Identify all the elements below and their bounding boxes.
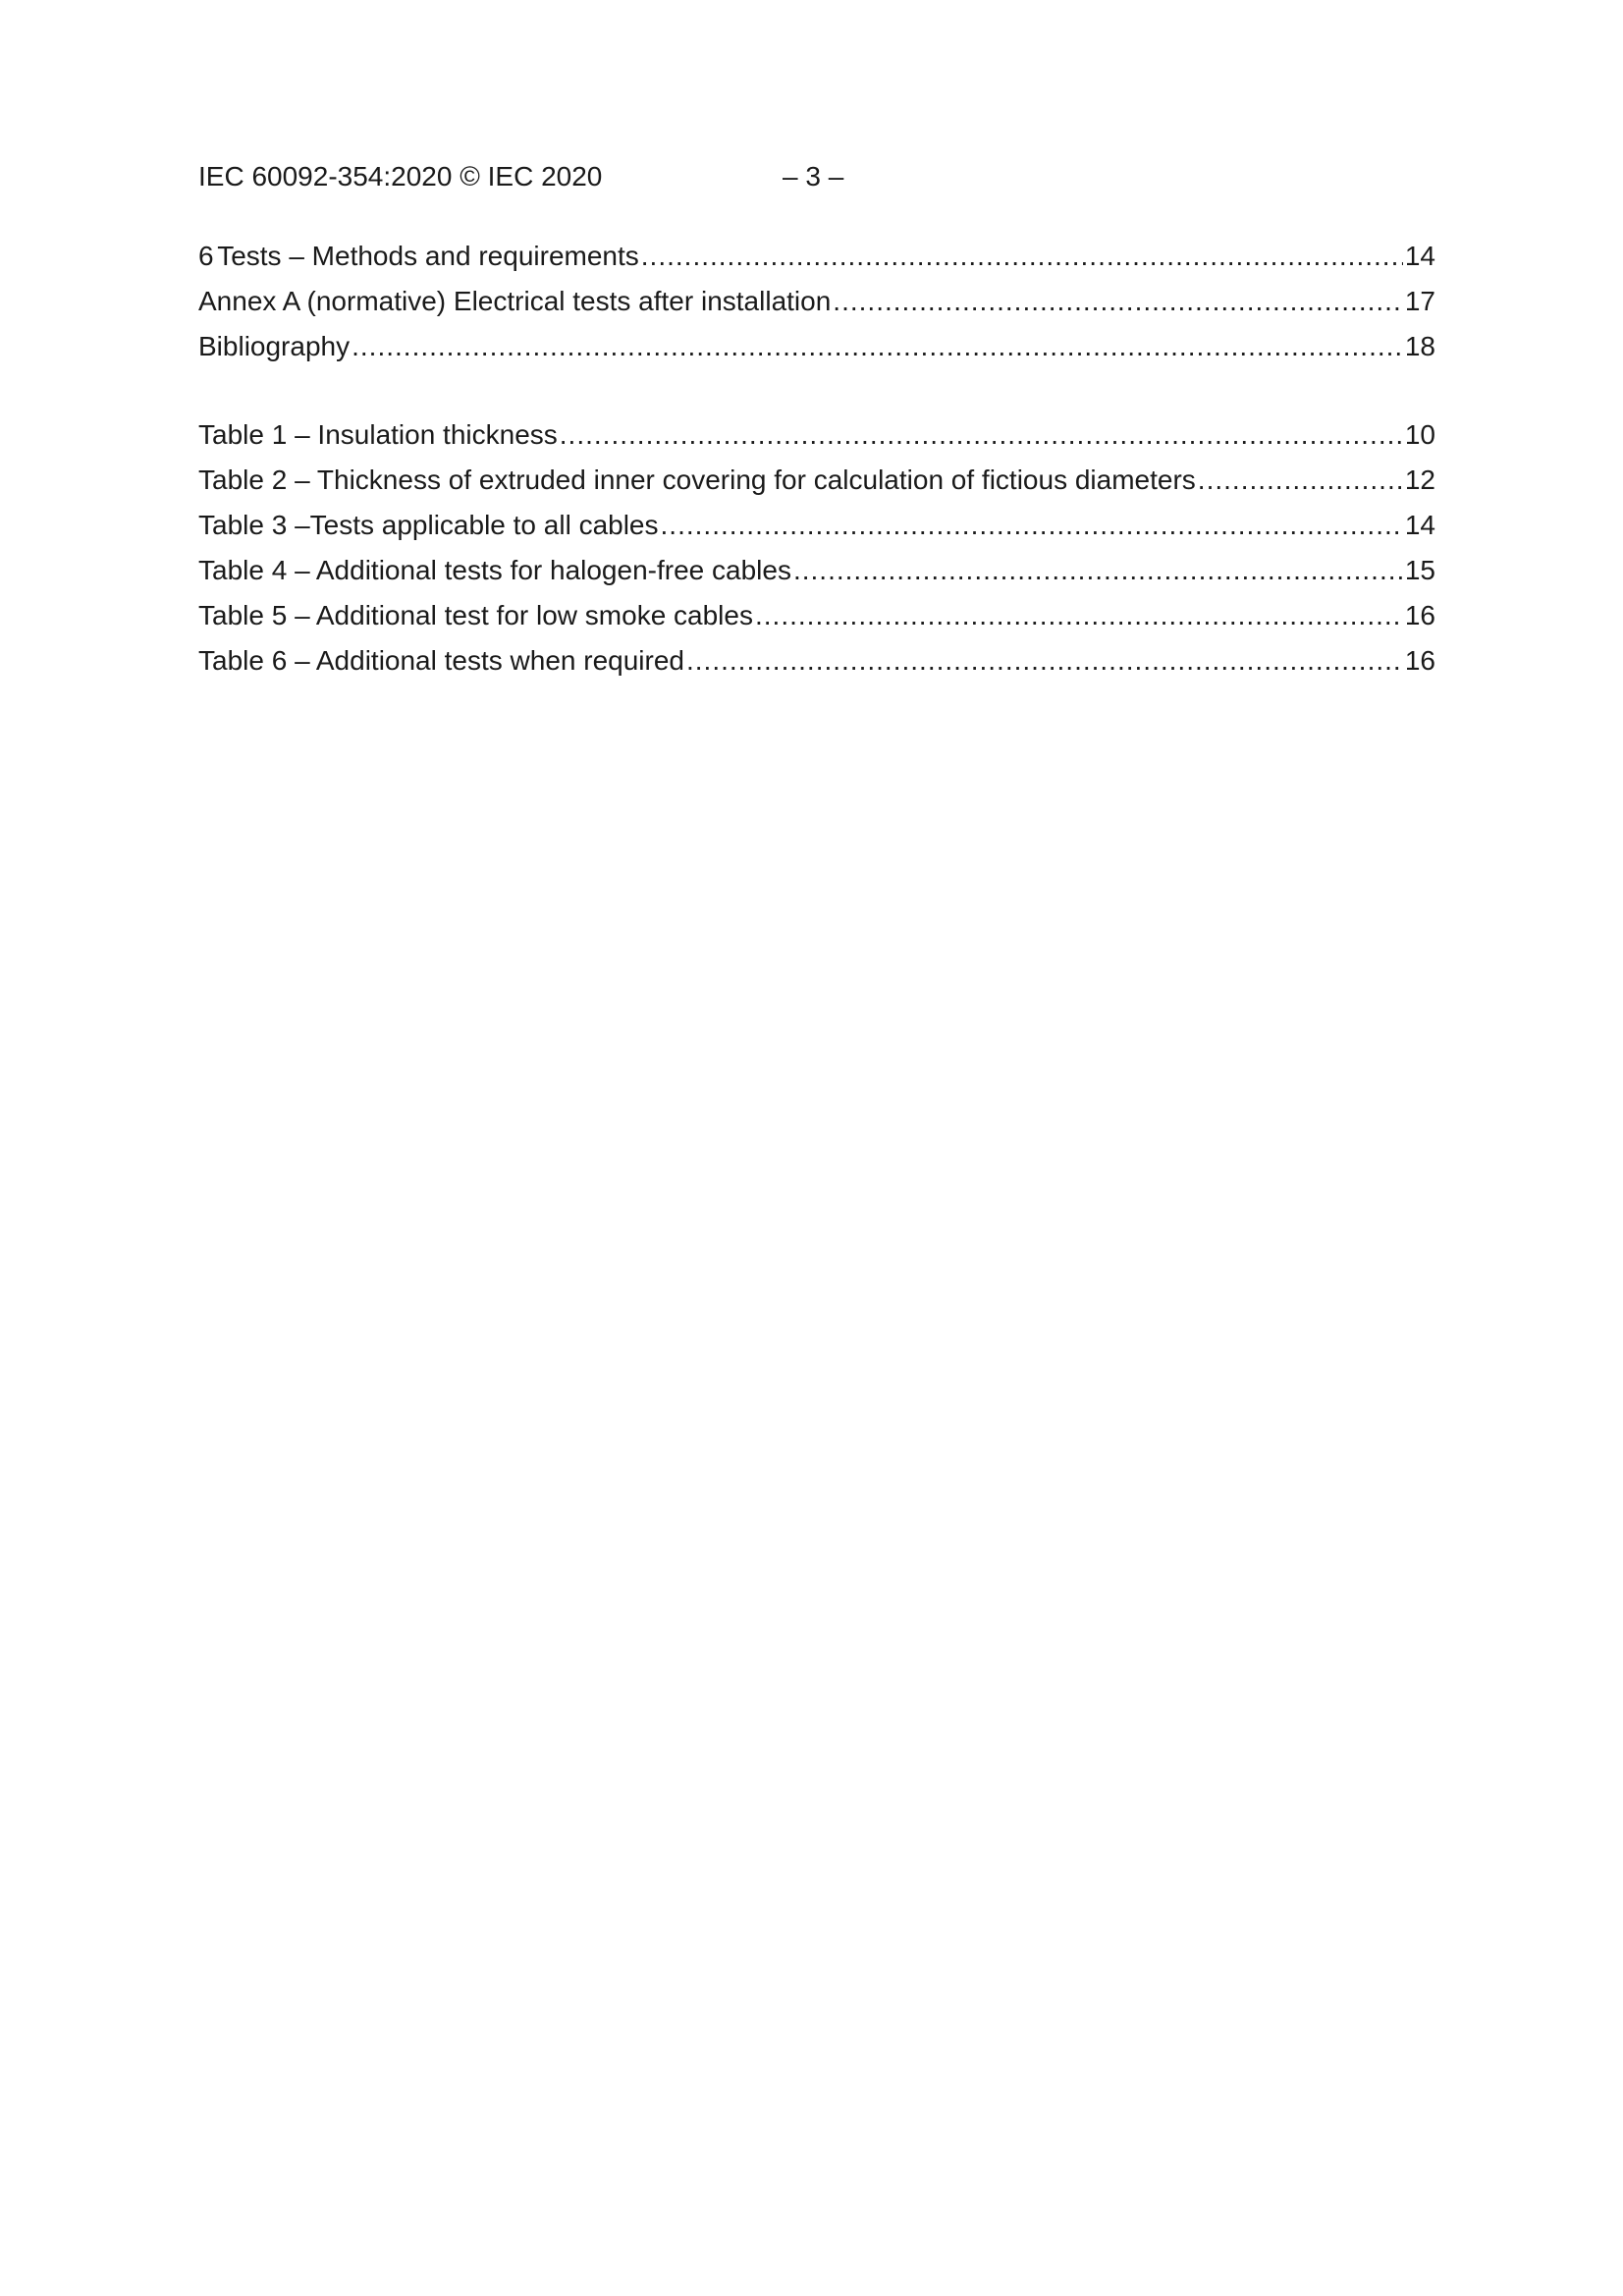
toc-dot-leader <box>560 412 1403 458</box>
toc-entry-label: Annex A (normative) Electrical tests after installation <box>198 286 832 316</box>
toc-entry-page: 15 <box>1404 555 1435 585</box>
toc-entry-annex-a[interactable] <box>198 279 1435 324</box>
page-number: – 3 – <box>783 161 844 191</box>
toc-dot-leader <box>833 279 1403 324</box>
toc-entry-label: Table 3 –Tests applicable to all cables <box>198 510 659 540</box>
toc-entry-label: Table 4 – Additional tests for halogen-free cables <box>198 555 791 585</box>
toc-entry-label: Table 5 – Additional test for low smoke cables <box>198 600 753 630</box>
toc-entry-bibliography[interactable] <box>198 324 1435 369</box>
toc-dot-leader <box>793 548 1403 593</box>
toc-entry-table-4[interactable] <box>198 548 1435 593</box>
toc-entry-table-1[interactable] <box>198 412 1435 458</box>
toc-entry-table-2[interactable] <box>198 458 1435 503</box>
toc-entry-number: 6 <box>198 241 214 271</box>
toc-dot-leader <box>641 234 1403 279</box>
toc-entry-label: Table 1 – Insulation thickness <box>198 419 558 450</box>
toc-dot-leader <box>755 593 1403 638</box>
toc-entry-page: 12 <box>1404 465 1435 495</box>
toc-entry-page: 14 <box>1404 510 1435 540</box>
toc-dot-leader <box>661 503 1403 548</box>
toc-dot-leader <box>1198 458 1403 503</box>
toc-entry-table-6[interactable] <box>198 638 1435 683</box>
toc-sections-list <box>198 234 1435 369</box>
toc-entry-page: 17 <box>1404 286 1435 316</box>
toc-dot-leader <box>686 638 1403 683</box>
toc-entry-page: 16 <box>1404 600 1435 630</box>
toc-tables-list <box>198 412 1435 683</box>
toc-entry-page: 14 <box>1404 241 1435 271</box>
toc-entry-table-3[interactable] <box>198 503 1435 548</box>
page-header <box>198 157 1435 196</box>
toc-entry-table-5[interactable] <box>198 593 1435 638</box>
document-id: IEC 60092-354:2020 © IEC 2020 <box>198 161 603 191</box>
toc-entry-page: 18 <box>1404 331 1435 361</box>
toc-entry-page: 16 <box>1404 645 1435 676</box>
toc-entry-label: Tests – Methods and requirements <box>217 241 639 271</box>
toc-entry-page: 10 <box>1404 419 1435 450</box>
toc-entry-label: Bibliography <box>198 331 351 361</box>
toc-dot-leader <box>352 324 1403 369</box>
toc-entry-label: Table 2 – Thickness of extruded inner covering for calculation of fictious diameters <box>198 465 1196 495</box>
toc-entry-section-6[interactable] <box>198 234 1435 279</box>
toc-entry-label: Table 6 – Additional tests when required <box>198 645 684 676</box>
